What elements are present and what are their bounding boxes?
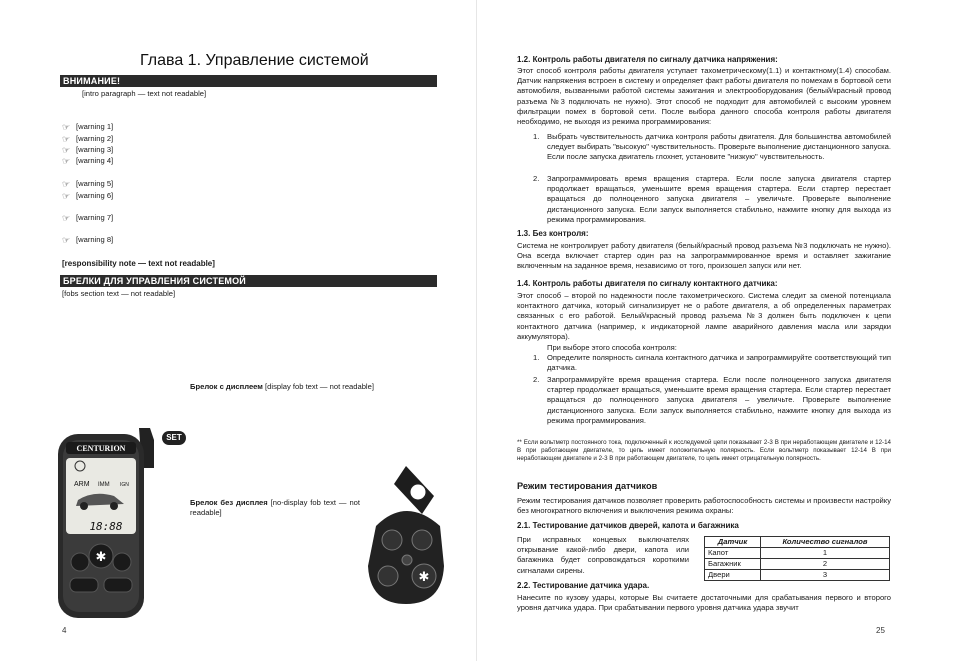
warning-heading: ВНИМАНИЕ! (60, 75, 437, 87)
test-mode-title: Режим тестирования датчиков (517, 481, 658, 491)
lcd-arm-label: ARM (74, 481, 90, 488)
section-1-3-text: Система не контролирует работу двигателя (белый/красный провод разъема №3 подключать не нужно). Она всегда включает стартер один раз на запрограммированное время и оставляет зажигание включенным на заданное время, независимо от того, произошел запуск или нет. (517, 241, 891, 271)
page-number-left: 4 (62, 626, 67, 635)
set-button[interactable]: SET (162, 431, 186, 445)
pointing-hand-icon: ☞ (62, 156, 71, 166)
warning-bullet: ☞ [warning 2] (62, 134, 114, 144)
warning-bullet: ☞ [warning 6] (62, 191, 114, 201)
section-1-4-title: 1.4. Контроль работы двигателя по сигналу контактного датчика: (517, 279, 778, 288)
footnote: ** Если вольтметр постоянного тока, подключенный к исследуемой цепи показывает 2-3 В при неработающем двигателе и 12-14 В при работающем двигателе, то цепь имеет положительную полярность. Если вольтметр показывает 12-14 В при неработающем двигателе и 2-3 В при работающем двигателе, то цепь имеет отрицательную полярность. (517, 439, 891, 463)
warning-bullet: ☞ [warning 4] (62, 156, 114, 166)
lcd-imm-label: IMM (98, 482, 110, 488)
warning-bullet: ☞ [warning 3] (62, 145, 114, 155)
section-1-2-title: 1.2. Контроль работы двигателя по сигналу датчика напряжения: (517, 55, 778, 64)
fobs-heading: БРЕЛКИ ДЛЯ УПРАВЛЕНИЯ СИСТЕМОЙ (60, 275, 437, 287)
table-header-count: Количество сигналов (760, 537, 889, 548)
responsibility-note: [responsibility note — text not readable] (62, 259, 215, 268)
warning-bullet: ☞ [warning 1] (62, 122, 114, 132)
table-header-sensor: Датчик (705, 537, 761, 548)
section-1-4-item: 1. Определите полярность сигнала контактного датчика и запрограммируйте соответствующий тип датчика. (533, 353, 891, 373)
pointing-hand-icon: ☞ (62, 191, 71, 201)
nodisplay-fob-description: Брелок без дисплея [no-display fob text — not readable] (190, 498, 360, 518)
nolcd-remote-fob-image (362, 466, 450, 606)
pointing-hand-icon: ☞ (62, 235, 71, 245)
brand-label: CENTURION (76, 444, 126, 453)
pointing-hand-icon: ☞ (62, 122, 71, 132)
test-mode-text: Режим тестирования датчиков позволяет проверить работоспособность системы и произвести настройку без многократного включения и выключения режима охраны: (517, 496, 891, 516)
display-fob-description: Брелок с дисплеем [display fob text — not readable] (190, 382, 374, 391)
section-1-4-pre: При выборе этого способа контроля: (547, 343, 677, 352)
star-key-label: ✱ (95, 549, 107, 564)
lcd-ign-label: IGN (120, 482, 129, 488)
sensor-signal-table (704, 536, 890, 581)
fobs-intro: [fobs section text — not readable] (62, 289, 176, 298)
table-row: Двери 3 (705, 570, 890, 581)
lcd-remote-fob-image (54, 428, 190, 618)
display-fob-title: Брелок с дисплеем (190, 382, 263, 391)
warning-bullet: ☞ [warning 8] (62, 235, 114, 245)
pointing-hand-icon: ☞ (62, 134, 71, 144)
lcd-digits: 18:88 (89, 520, 123, 533)
chapter-title: Глава 1. Управление системой (140, 52, 369, 69)
section-2-1-title: 2.1. Тестирование датчиков дверей, капота и багажника (517, 521, 739, 530)
section-2-1-text: При исправных концевых выключателях открывание какой-либо двери, капота или багажника будет сопровождаться короткими сигналами сирены. (517, 535, 689, 575)
pointing-hand-icon: ☞ (62, 179, 71, 189)
section-1-2-item: 1. Выбрать чувствительность датчика контроля работы двигателя. Для большинства автомобилей следует выбирать "высокую" чувствительность. Проверьте выполнение дистанционного запуска. Если после запуска двигатель глохнет, установите "низкую" чувствительность. (533, 132, 891, 162)
section-1-2-item: 2. Запрограммировать время вращения стартера. Если после запуска двигателя стартер продолжает вращаться, уменьшите время вращения стартера. Если стартер перестает вращаться до полноценного запуска двигателя – увеличьте. Проверьте выполнение дистанционного запуска. Если запуск выполняется стабильно, нажмите кнопку для выхода из режима программирования. (533, 174, 891, 224)
section-2-2-title: 2.2. Тестирование датчика удара. (517, 581, 650, 590)
section-1-3-title: 1.3. Без контроля: (517, 229, 589, 238)
section-2-2-text: Нанесите по кузову удары, которые Вы считаете достаточными для срабатывания первого и второго уровня датчика удара. При срабатывании первого уровня датчика удара звучит (517, 593, 891, 613)
pointing-hand-icon: ☞ (62, 145, 71, 155)
nodisplay-fob-title: Брелок без дисплея (190, 498, 268, 507)
pointing-hand-icon: ☞ (62, 213, 71, 223)
warning-intro: [intro paragraph — text not readable] (82, 89, 207, 98)
section-1-4-item: 2. Запрограммируйте время вращения стартера. Если после полноценного запуска двигателя стартер продолжает вращаться, уменьшите время вращения стартера. Если стартер перестает вращаться до полноценного запуска двигателя – увеличьте. Проверьте выполнение дистанционного запуска. Если запуск выполняется стабильно, нажмите кнопку для выхода из режима программирования. (533, 375, 891, 425)
svg-text:✱: ✱ (418, 569, 430, 584)
section-1-4-text: Этот способ – второй по надежности после тахометрического. Система следит за сменой потенциала контактного датчика, который сигнализирует не о работе двигателя, а об определенных параметрах связанных с его работой. Белый/красный провод разъема №3 должен быть подключен к цепи контактного датчика (например, к индикаторной лампе аварийного давления масла или зарядки аккумулятора). (517, 291, 891, 341)
table-row: Багажник 2 (705, 559, 890, 570)
page-number-right: 25 (876, 626, 885, 635)
warning-bullet: ☞ [warning 7] (62, 213, 114, 223)
warning-bullet: ☞ [warning 5] (62, 179, 114, 189)
table-row: Капот 1 (705, 548, 890, 559)
section-1-2-text: Этот способ контроля работы двигателя уступает тахометрическому(1.1) и контактному(1.4) способам. Датчик напряжения встроен в систему и определяет факт работы двигателя по помехам в бортовой сети автомобиля, вызванными работой системы зажигания и электрооборудования (белый/красный провод разъема №3 подключать не нужно). Этот способ не подходит для автомобилей с высоким уровнем фильтрации помех в бортовой сети. После выбора данного способа контроля работы двигателя необходимо, не выходя из режима программирования: (517, 66, 891, 127)
